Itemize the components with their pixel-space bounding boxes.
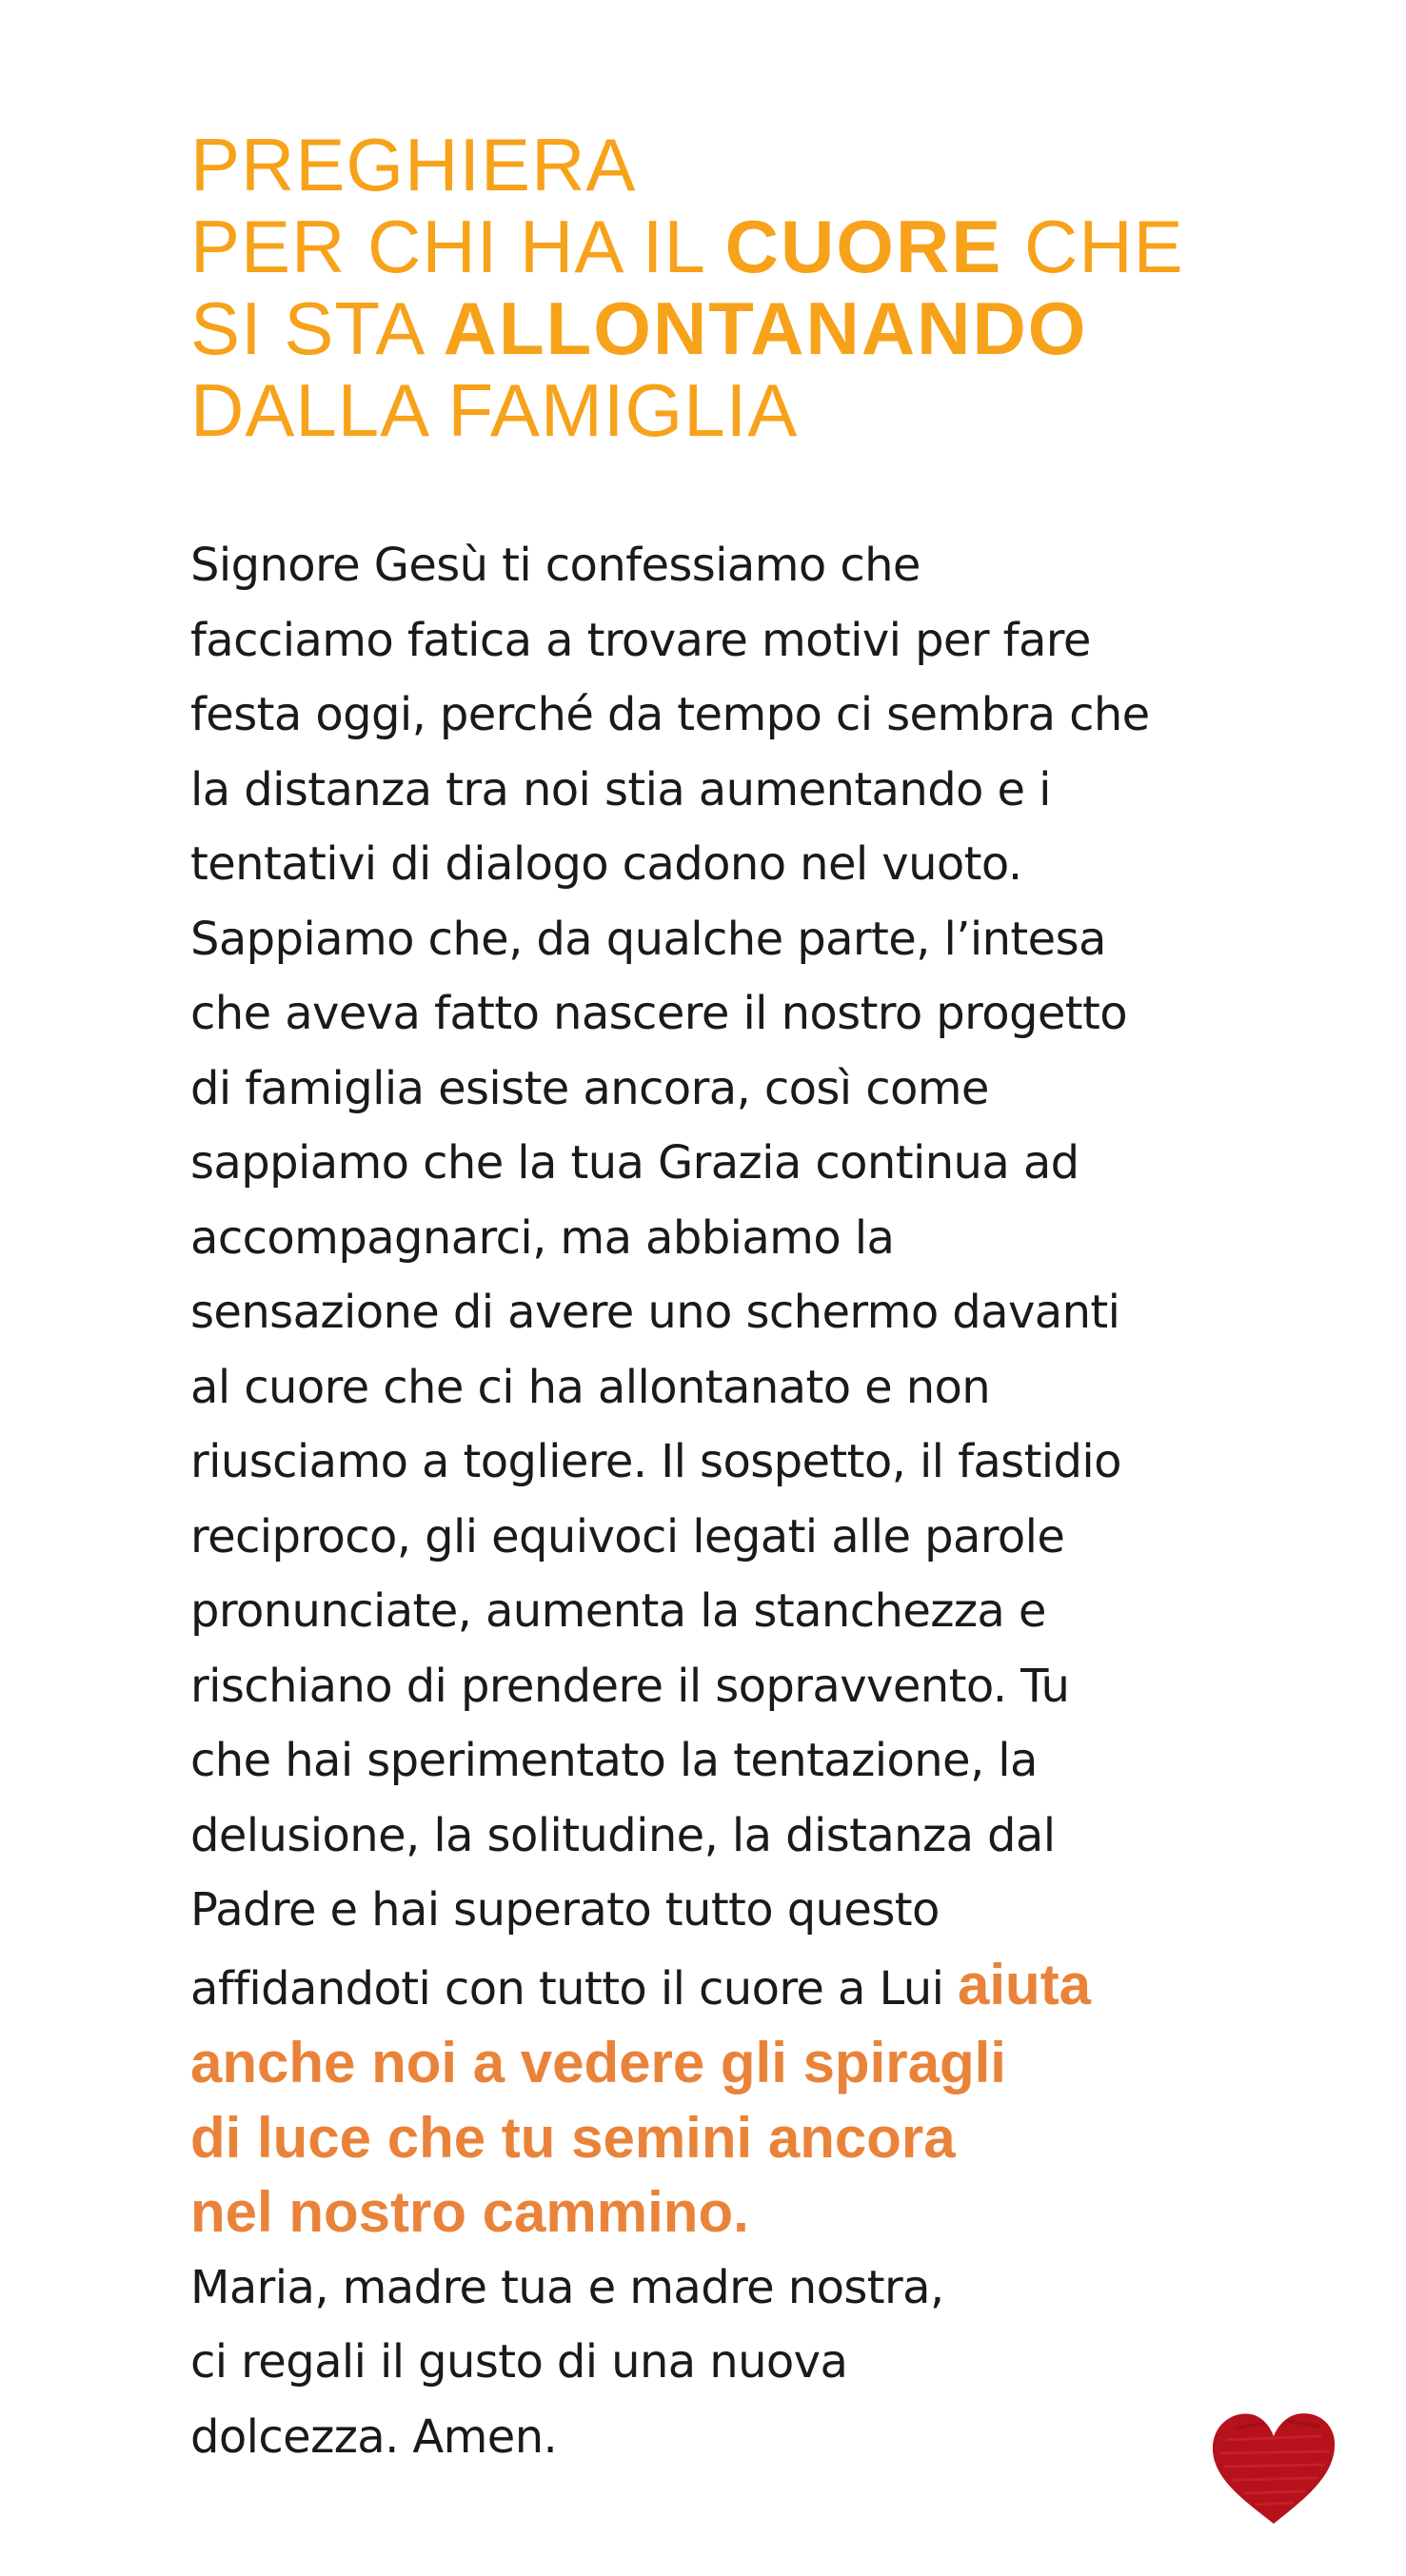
closing-line: ci regali il gusto di una nuova [190,2335,848,2389]
body-mixed-line [190,1948,1257,2027]
prayer-title [190,124,1314,451]
title-emphasis-allontanando: ALLONTANANDO [443,286,1088,370]
highlight-inline: aiuta [958,1952,1092,2016]
body-line: Sappiamo che, da qualche parte, l’intesa [190,912,1106,966]
body-line: rischiano di prendere il sopravvento. Tu [190,1659,1070,1713]
title-line-2-post: CHE [1002,205,1184,288]
body-line: di famiglia esiste ancora, così come [190,1061,989,1115]
closing-line: dolcezza. Amen. [190,2409,558,2464]
highlight-line: di luce che tu semini ancora [190,2105,956,2170]
body-line: Signore Gesù ti confessiamo che [190,539,921,592]
title-line-2-pre: PER CHI HA IL [190,205,725,288]
closing-line: Maria, madre tua e madre nostra, [190,2260,944,2314]
title-line-4: DALLA FAMIGLIA [190,368,799,452]
body-line: Padre e hai superato tutto questo [190,1883,940,1937]
title-emphasis-cuore: CUORE [724,205,1003,288]
title-line-3-pre: SI STA [190,286,444,370]
body-line: facciamo fatica a trovare motivi per fare [190,613,1091,667]
title-line-2 [190,206,1314,287]
body-line: sensazione di avere uno schermo davanti [190,1286,1120,1339]
body-line: riusciamo a togliere. Il sospetto, il fastidio [190,1435,1121,1488]
highlight-line: nel nostro cammino. [190,2180,749,2244]
body-mixed-plain: affidandoti con tutto il cuore a Lui [190,1961,959,2016]
body-line: delusione, la solitudine, la distanza dal [190,1808,1056,1862]
body-line: reciproco, gli equivoci legati alle parole [190,1509,1065,1563]
body-line: festa oggi, perché da tempo ci sembra che [190,688,1150,741]
body-line: che aveva fatto nascere il nostro progetto [190,987,1128,1040]
prayer-body [190,528,1257,2474]
body-line: sappiamo che la tua Grazia continua ad [190,1136,1079,1190]
body-line: accompagnarci, ma abbiamo la [190,1210,895,1265]
title-line-1: PREGHIERA [190,123,637,206]
body-line: la distanza tra noi stia aumentando e i [190,762,1051,816]
title-line-3 [190,287,1314,369]
body-line: tentativi di dialogo cadono nel vuoto. [190,837,1022,891]
body-line: pronunciate, aumenta la stanchezza e [190,1584,1046,1638]
highlight-line: anche noi a vedere gli spiragli [190,2031,1006,2094]
body-line: che hai sperimentato la tentazione, la [190,1734,1038,1787]
heart-icon [1207,2408,1340,2531]
body-line: al cuore che ci ha allontanato e non [190,1360,991,1414]
